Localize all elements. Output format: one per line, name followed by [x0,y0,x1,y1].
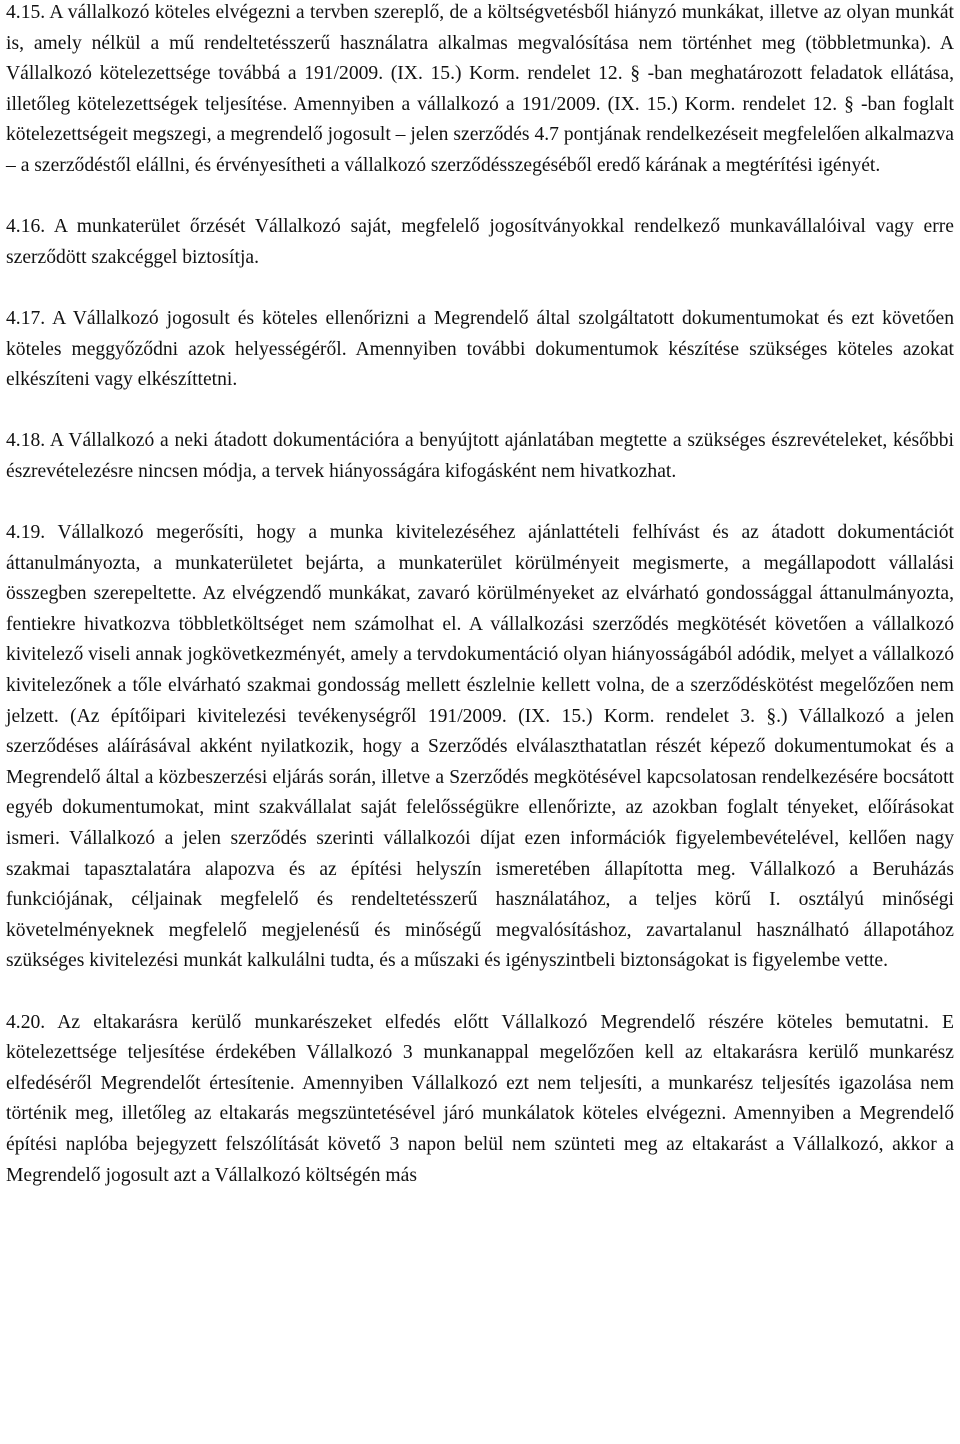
paragraph-4-18: 4.18. A Vállalkozó a neki átadott dokumentációra a benyújtott ajánlatában megtette a szükséges észrevételeket, későbbi észrevételezésre nincsen módja, a tervek hiányosságára kifogásként nem hivatkozhat. [6,430,954,482]
paragraph-spacer [6,182,954,213]
paragraph-spacer [6,396,954,427]
paragraph-spacer [6,488,954,519]
paragraph-4-15: 4.15. A vállalkozó köteles elvégezni a tervben szereplő, de a költségvetésből hiányzó munkákat, illetve az olyan munkát is, amely nélkül a mű rendeltetésszerű használatra alkalmas megvalósítása nem történhet meg (többletmunka). A Vállalkozó kötelezettsége továbbá a 191/2009. (IX. 15.) Korm. rendelet 12. § -ban meghatározott feladatok ellátása, illetőleg kötelezettségek teljesítése. Amennyiben a vállalkozó a 191/2009. (IX. 15.) Korm. rendelet 12. § -ban foglalt kötelezettségeit megszegi, a megrendelő jogosult – jelen szerződés 4.7 pontjának rendelkezéseit megfelelően alkalmazva – a szerződéstől elállni, és érvényesítheti a vállalkozó szerződésszegéséből eredő kárának a megtérítési igényét. [6,2,954,176]
paragraph-4-17: 4.17. A Vállalkozó jogosult és köteles ellenőrizni a Megrendelő által szolgáltatott dokumentumokat és ezt követően köteles meggyőződni azok helyességéről. Amennyiben további dokumentumok készítése szükséges köteles azokat elkészíteni vagy elkészíttetni. [6,307,954,391]
paragraph-spacer [6,977,954,1008]
paragraph-spacer [6,273,954,304]
paragraph-4-19: 4.19. Vállalkozó megerősíti, hogy a munka kivitelezéséhez ajánlattételi felhívást és az átadott dokumentációt áttanulmányozta, a munkaterületet bejárta, a munkaterület körülményeit megismerte, a megállapodott vállalási összegben szerepeltette. Az elvégzendő munkákat, zavaró körülményeket az elvárható gondossággal áttanulmányozta, fentiekre hivatkozva többletköltséget nem számolhat el. A vállalkozási szerződés megkötését követően a vállalkozó kivitelező viseli annak jogkövetkezményét, amely a tervdokumentáció olyan hiányosságából adódik, melyet a vállalkozó kivitelezőnek a tőle elvárható szakmai gondosság mellett észlelnie kellett volna, de a szerződéskötést megelőzően nem jelzett. (Az építőipari kivitelezési tevékenységről 191/2009. (IX. 15.) Korm. rendelet 3. §.) Vállalkozó a jelen szerződéses aláírásával akként nyilatkozik, hogy a Szerződés elválaszthatatlan részét képező dokumentumokat és a Megrendelő által a közbeszerzési eljárás során, illetve a Szerződés megkötésével kapcsolatosan rendelkezésére bocsátott egyéb dokumentumokat, mint szakvállalat saját felelősségükre ellenőrizte, az azokban foglalt tényeket, előírásokat ismeri. Vállalkozó a jelen szerződés szerinti vállalkozói díjat ezen információk figyelembevételével, kellően nagy szakmai tapasztalatára alapozva és az építési helyszín ismeretében állapította meg. Vállalkozó a Beruházás funkciójának, céljainak megfelelő és rendeltetésszerű használatához, a teljes körű I. osztályú minőségi követelményeknek megfelelő megjelenésű és minőségű megvalósításhoz, zavartalanul használható állapotához szükséges kivitelezési munkát kalkulálni tudta, és a műszaki és igényszintbeli biztonságokat is figyelembe vette. [6,522,954,972]
paragraph-4-16: 4.16. A munkaterület őrzését Vállalkozó saját, megfelelő jogosítványokkal rendelkező munkavállalóival vagy erre szerződött szakcéggel biztosítja. [6,216,954,268]
paragraph-4-20: 4.20. Az eltakarásra kerülő munkarészeket elfedés előtt Vállalkozó Megrendelő részére köteles bemutatni. E kötelezettsége teljesítése érdekében Vállalkozó 3 munkanappal megelőzően kell az eltakarásra kerülő munkarész elfedéséről Megrendelőt értesítenie. Amennyiben Vállalkozó ezt nem teljesíti, a munkarész teljesítés igazolása nem történik meg, illetőleg az eltakarás megszüntetésével járó munkálatok köteles elvégezni. Amennyiben a Megrendelő építési naplóba bejegyzett felszólítását követő 3 napon belül nem szünteti meg az eltakarást a Vállalkozó, akkor a Megrendelő jogosult azt a Vállalkozó költségén más [6,1011,954,1186]
